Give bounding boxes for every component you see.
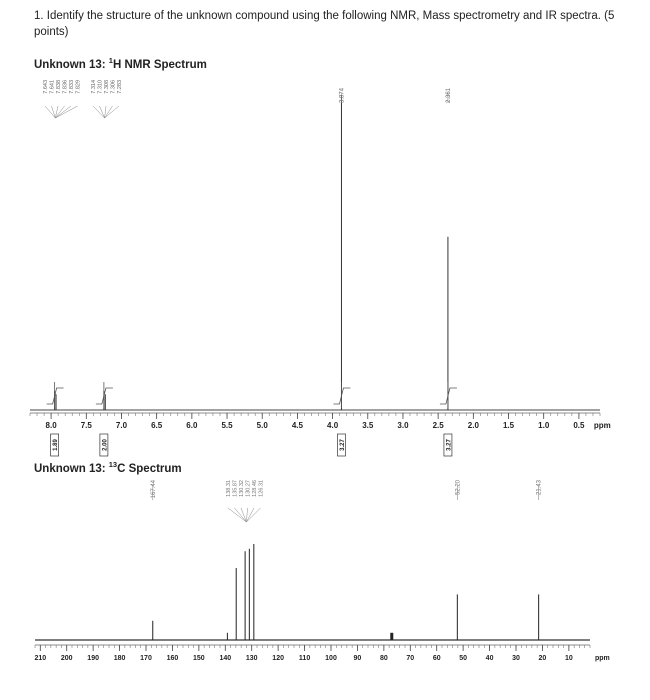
c-peak-label-connector: [246, 508, 260, 522]
question-text: 1. Identify the structure of the unknown compound using the following NMR, Mass spectrometry and IR spectra. (5 points): [34, 10, 615, 38]
h-peak-label: 7.829: [75, 80, 82, 94]
c-tick-label: 130: [245, 655, 258, 662]
c-tick-label: 20: [538, 655, 547, 662]
h-nmr-title-post: H NMR Spectrum: [112, 58, 207, 71]
h-tick-label: 5.5: [221, 421, 233, 430]
c-peak-label: 130.27: [245, 480, 252, 497]
c-tick-label: 30: [512, 655, 520, 662]
h-peak-label: 7.838: [56, 80, 62, 94]
c-tick-label: 120: [272, 655, 284, 662]
h-tick-label: 2.0: [467, 421, 479, 430]
h-tick-label: 0.5: [573, 421, 585, 430]
h-tick-label: 6.0: [186, 421, 198, 430]
c-nmr-title-post: C Spectrum: [117, 462, 182, 475]
h-tick-label: 7.5: [80, 421, 92, 430]
c-peak-label: 126.31: [258, 480, 265, 497]
h-tick-label: 3.0: [397, 421, 409, 430]
h-peak-label: 7.283: [117, 80, 123, 94]
c-tick-label: 60: [432, 655, 441, 662]
c-tick-label: 210: [34, 655, 47, 662]
c-tick-label: 170: [140, 655, 152, 662]
h-integral-value: 1.89: [53, 439, 60, 451]
c-tick-label: 150: [193, 655, 205, 662]
h-peak-label: 7.306: [110, 80, 117, 94]
h-xlabel: ppm: [593, 421, 611, 430]
c-tick-label: 50: [459, 655, 468, 662]
h-tick-label: 5.0: [256, 421, 268, 430]
h-peak-label: 7.643: [43, 80, 49, 94]
h-tick-label: 3.5: [362, 421, 374, 430]
h-peak-label: 7.836: [62, 80, 69, 94]
c-peak-label: 52.20: [455, 480, 462, 496]
h-tick-label: 4.0: [327, 421, 339, 430]
h-peak-label: 7.641: [49, 80, 56, 94]
h-integral-value: 3.27: [339, 439, 346, 451]
c-tick-label: 10: [564, 655, 573, 662]
c-peak-label: 167.44: [150, 480, 157, 499]
h-peak-label: 7.308: [104, 80, 110, 94]
c-tick-label: 140: [219, 655, 232, 662]
c-peak-label: 138.31: [226, 480, 232, 497]
h-tick-label: 1.5: [502, 421, 515, 430]
h-tick-label: 2.5: [432, 421, 444, 430]
c-nmr-title-pre: Unknown 13:: [34, 462, 109, 475]
h-tick-label: 6.5: [151, 421, 163, 430]
c-tick-label: 180: [113, 655, 126, 662]
c-nmr-title-sup: 13: [108, 460, 118, 469]
h-tick-label: 1.0: [538, 421, 550, 430]
c-tick-label: 160: [166, 655, 179, 662]
c-peak-label: 135.87: [232, 480, 239, 497]
h-peak-label: 7.833: [69, 80, 75, 94]
c-tick-label: 90: [353, 655, 362, 662]
c-tick-label: 190: [87, 655, 99, 662]
h-nmr-title-sup: 1: [108, 56, 113, 65]
h-tick-label: 8.0: [45, 421, 57, 430]
c-peak-label-connector: [235, 508, 247, 522]
c-tick-label: 100: [325, 655, 337, 662]
c-peak-label: 128.46: [252, 480, 258, 497]
c-peak-label: 21.43: [536, 480, 543, 496]
h-tick-label: 7.0: [115, 421, 128, 430]
h-peak-label: 7.314: [91, 80, 97, 94]
h-peak-label: 2.361: [445, 88, 452, 104]
h-tick-label: 4.5: [291, 421, 303, 430]
c-xlabel: ppm: [595, 655, 610, 662]
c-tick-label: 40: [485, 655, 494, 662]
c-tick-label: 70: [406, 655, 415, 662]
h-integral-value: 3.27: [446, 439, 453, 451]
h-peak-label: 7.310: [97, 80, 104, 94]
c-tick-label: 200: [60, 655, 73, 662]
h-peak-label: 3.874: [339, 88, 346, 104]
c-peak-label: 130.32: [239, 480, 245, 497]
c-tick-label: 80: [379, 655, 388, 662]
c-tick-label: 110: [298, 655, 311, 662]
h-nmr-title-pre: Unknown 13:: [34, 58, 109, 71]
h-integral-value: 2.00: [102, 439, 109, 451]
